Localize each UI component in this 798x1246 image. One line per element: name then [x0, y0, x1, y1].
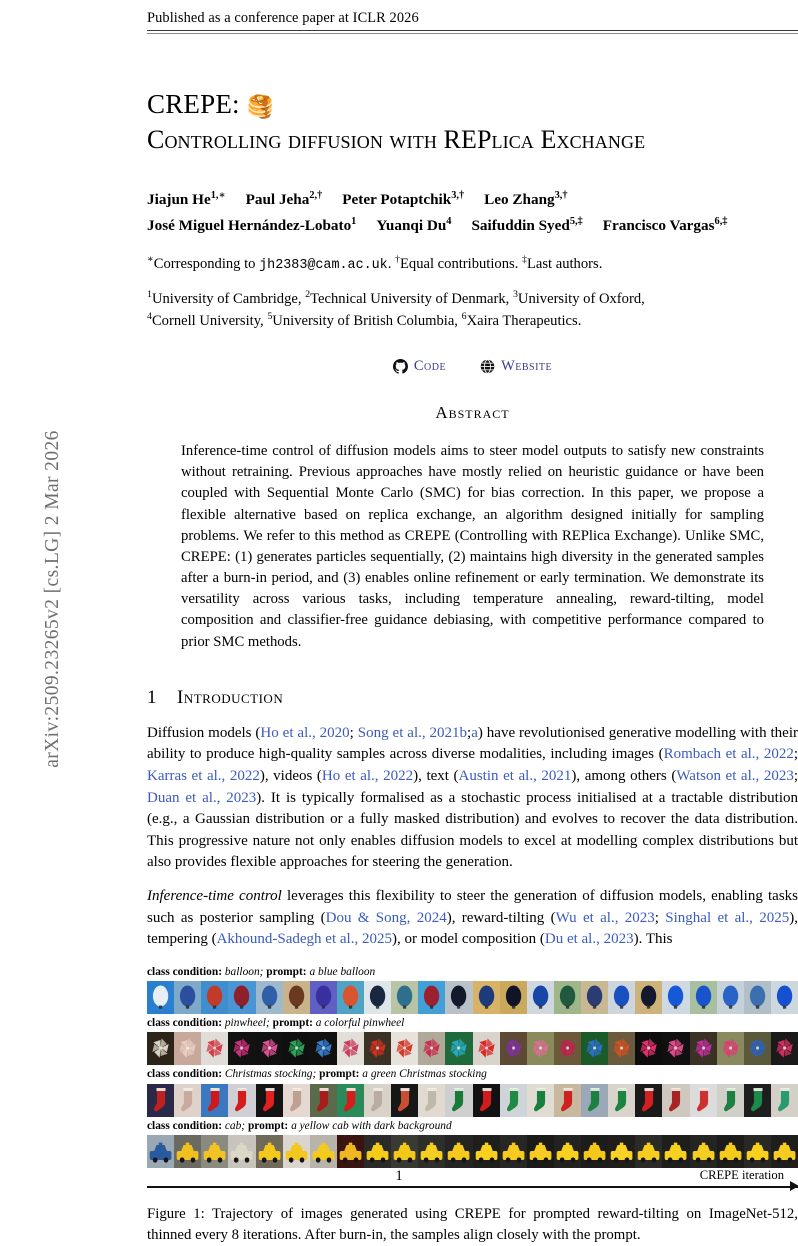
sample-image-tile — [228, 1032, 255, 1065]
sample-image-tile — [283, 1084, 310, 1117]
asterisk-mark: ∗ — [147, 254, 154, 266]
strip-caption: class condition: Christmas stocking; prompt: a green Christmas stocking — [147, 1068, 487, 1081]
sample-image-tile — [662, 1084, 689, 1117]
figure-strip-group — [147, 1016, 798, 1065]
sample-image-tile — [771, 981, 798, 1014]
sample-image-tile — [717, 1135, 744, 1168]
sample-image-tile — [527, 1084, 554, 1117]
sample-image-tile — [445, 1084, 472, 1117]
citation-link[interactable]: Rombach et al., 2022 — [663, 746, 794, 763]
sample-image-tile — [337, 1135, 364, 1168]
sample-image-tile — [554, 981, 581, 1014]
affil-mark: 2 — [305, 289, 311, 301]
sample-image-tile — [662, 1032, 689, 1065]
sample-image-tile — [608, 1084, 635, 1117]
axis-label: CREPE iteration — [699, 1168, 784, 1183]
sample-image-tile — [554, 1032, 581, 1065]
sample-image-tile — [256, 1135, 283, 1168]
sample-image-tile — [527, 981, 554, 1014]
citation-link[interactable]: Singhal et al., 2025 — [665, 909, 790, 926]
sample-image-tile — [174, 1032, 201, 1065]
contact-email[interactable]: jh2383@cam.ac.uk — [259, 257, 388, 273]
sample-image-tile — [744, 1032, 771, 1065]
sample-image-tile — [391, 1135, 418, 1168]
sample-image-tile — [527, 1135, 554, 1168]
sample-image-tile — [771, 1135, 798, 1168]
sample-image-tile — [473, 1032, 500, 1065]
code-link-label: Code — [413, 358, 447, 375]
sample-image-tile — [147, 1135, 174, 1168]
affil-mark: 5 — [267, 311, 273, 323]
figure-strip-group — [147, 965, 798, 1014]
website-link-label: Website — [501, 358, 553, 375]
page-title-line2: Controlling diffusion with REPlica Exchange — [147, 124, 646, 154]
header-rule — [147, 30, 798, 34]
sample-image-tile — [473, 1135, 500, 1168]
sample-image-tile — [310, 1135, 337, 1168]
affiliation-line-1: $^1$University of Cambridge, $^2$Technical University of Denmark, $^3$University of Oxford, — [147, 289, 645, 307]
author-affil-mark: 1 — [351, 216, 357, 228]
sample-image-tile — [581, 1032, 608, 1065]
sample-image-tile — [364, 1135, 391, 1168]
sample-image-tile — [391, 981, 418, 1014]
sample-image-tile — [201, 1032, 228, 1065]
affil-mark: 3 — [512, 289, 518, 301]
correspondence-note: ∗Corresponding to jh2383@cam.ac.uk. †Equal contributions. ‡Last authors. — [147, 254, 603, 273]
sample-image-tile — [662, 1135, 689, 1168]
sample-image-tile — [174, 1084, 201, 1117]
sample-image-tile — [337, 981, 364, 1014]
sample-image-tile — [337, 1084, 364, 1117]
resource-links — [147, 358, 798, 375]
author: Peter Potaptchik$^{3,\dagger}$ — [342, 189, 465, 208]
author-affil-mark: 3,† — [554, 189, 568, 201]
sample-image-tile — [744, 1135, 771, 1168]
paragraph-2: Inference-time control leverages this flexibility to steer the generation of diffusion models, enabling tasks such as posterior sampling (Dou & Song, 2024), reward-tilting (Wu et al., 2023; Singhal et al., 2025), tempering (Akhound-Sadegh et al., 2025), or model composition (Du et al., 2023). This — [147, 887, 798, 948]
sample-image-tile — [445, 1032, 472, 1065]
sample-image-tile — [554, 1084, 581, 1117]
author: Leo Zhang$^{3,\dagger}$ — [484, 189, 568, 208]
sample-image-tile — [364, 1084, 391, 1117]
affiliation-line-2: $^4$Cornell University, $^5$University of British Columbia, $^6$Xaira Therapeutics. — [147, 311, 582, 329]
pancakes-icon: 🥞 — [246, 93, 275, 119]
figure-strip-group — [147, 1067, 798, 1116]
citation-link[interactable]: Ho et al., 2020 — [260, 724, 350, 741]
section-title: Introduction — [177, 686, 284, 708]
sample-image-tile — [744, 1084, 771, 1117]
figure-caption: Figure 1: Trajectory of images generated using CREPE for prompted reward-tilting on ImageNet-512, thinned every 8 iterations. After burn-in, the samples align closely with the prompt. — [147, 1206, 798, 1244]
sample-image-tile — [228, 1135, 255, 1168]
sample-image-tile — [201, 981, 228, 1014]
author-affil-mark: 3,† — [451, 189, 465, 201]
sample-image-tile — [256, 1084, 283, 1117]
author: Francisco Vargas$^{6,\ddagger}$ — [602, 216, 728, 235]
sample-image-tile — [635, 1084, 662, 1117]
sample-image-tile — [418, 981, 445, 1014]
author-affil-mark: 2,† — [309, 189, 323, 201]
sample-image-tile — [608, 1032, 635, 1065]
title-acronym: CREPE: — [147, 88, 240, 119]
github-icon — [393, 359, 408, 374]
sample-image-tile — [310, 981, 337, 1014]
corresponding-label: Corresponding to — [153, 255, 260, 272]
author-row-1 — [147, 187, 798, 214]
sample-image-tile — [147, 1032, 174, 1065]
citation-link[interactable]: a — [471, 724, 478, 741]
globe-icon — [480, 359, 495, 374]
sample-image-tile — [147, 981, 174, 1014]
sample-image-tile — [473, 1084, 500, 1117]
citation-link[interactable]: Duan et al., 2023 — [147, 789, 257, 806]
image-strip — [147, 1032, 798, 1065]
figure-strips — [147, 965, 798, 1169]
author: Paul Jeha$^{2,\dagger}$ — [245, 189, 323, 208]
author-affil-mark: 4 — [446, 216, 452, 228]
sample-image-tile — [418, 1135, 445, 1168]
sample-image-tile — [364, 981, 391, 1014]
sample-image-tile — [391, 1084, 418, 1117]
sample-image-tile — [201, 1084, 228, 1117]
author: Jiajun $He^{1,∗}$ — [147, 189, 226, 208]
author-row-2 — [147, 213, 798, 240]
sample-image-tile — [473, 981, 500, 1014]
sample-image-tile — [717, 1084, 744, 1117]
affil-mark: 6 — [461, 311, 467, 323]
sample-image-tile — [771, 1032, 798, 1065]
sample-image-tile — [310, 1032, 337, 1065]
image-strip — [147, 1135, 798, 1168]
sample-image-tile — [581, 981, 608, 1014]
sample-image-tile — [581, 1084, 608, 1117]
sample-image-tile — [418, 1084, 445, 1117]
sample-image-tile — [337, 1032, 364, 1065]
sample-image-tile — [635, 1135, 662, 1168]
sample-image-tile — [418, 1032, 445, 1065]
page-column — [147, 0, 798, 1246]
image-strip — [147, 981, 798, 1014]
sample-image-tile — [445, 1135, 472, 1168]
affil-mark: 1 — [147, 289, 152, 301]
sample-image-tile — [364, 1032, 391, 1065]
dagger-mark: † — [395, 254, 400, 266]
sample-image-tile — [174, 1135, 201, 1168]
sample-image-tile — [445, 981, 472, 1014]
sample-image-tile — [690, 981, 717, 1014]
sample-image-tile — [283, 1032, 310, 1065]
sample-image-tile — [608, 981, 635, 1014]
author: José Miguel Hernández-Lobato$^1$ — [147, 216, 357, 235]
sample-image-tile — [500, 981, 527, 1014]
sample-image-tile — [500, 1032, 527, 1065]
website-link[interactable] — [480, 358, 552, 375]
running-head: Published as a conference paper at ICLR 2026 — [147, 10, 419, 26]
sample-image-tile — [744, 981, 771, 1014]
ddagger-mark: ‡ — [522, 254, 527, 266]
citation-link[interactable]: Watson et al., 2023 — [676, 767, 794, 784]
sample-image-tile — [527, 1032, 554, 1065]
sample-image-tile — [256, 1032, 283, 1065]
sample-image-tile — [310, 1084, 337, 1117]
paragraph-1: Diffusion models (Ho et al., 2020; Song et al., 2021b;a) have revolutionised generative modelling with their ability to produce high-quality samples across diverse modalities, including images (Rombach et al., 2022; Karras et al., 2022), videos (Ho et al., 2022), text (Austin et al., 2021), among others (Watson et al., 2023; Duan et al., 2023). It is typically formalised as a stochastic process initialised at a tractable distribution (e.g., a Gaussian distribution or a fully masked distribution) and evolves to recover the data distribution. This progressive nature not only enables diffusion models to excel at modelling complex distributions but also provides flexible approaches for steering the generation. — [147, 724, 798, 871]
citation-link[interactable]: Du et al., 2023 — [544, 931, 634, 948]
sample-image-tile — [391, 1032, 418, 1065]
citation-link[interactable]: Ho et al., 2022 — [321, 767, 414, 784]
author-affil-mark: 1,∗ — [210, 189, 226, 201]
citation-link[interactable]: Austin et al., 2021 — [458, 767, 572, 784]
arxiv-stamp: arXiv:2509.23265v2 [cs.LG] 2 Mar 2026 — [42, 430, 63, 768]
author-affil-mark: 6,‡ — [714, 216, 728, 228]
abstract-text: Inference-time control of diffusion models aims to steer model outputs to satisfy new constraints without retraining. Previous approaches have mostly relied on heuristic guidance or have been coupled with Sequential Monte Carlo (SMC) for bias correction. In this paper, we propose a flexible alternative based on replica exchange, an algorithm designed initially for sampling problems. We refer to this method as CREPE (Controlling with REPlica Exchange). Unlike SMC, CREPE: (1) generates particles sequentially, (2) maintains high diversity in the generated samples after a burn-in period, and (3) enables online refinement or early termination. We demonstrate its versatility across various tasks, including temperature annealing, reward-tilting, model composition and classifier-free guidance debiasing, with competitive performance compared to prior SMC methods. — [181, 443, 764, 650]
equal-contrib-note: Equal contributions. — [399, 255, 519, 272]
sample-image-tile — [283, 1135, 310, 1168]
sample-image-tile — [283, 981, 310, 1014]
affiliations — [147, 288, 798, 332]
sample-image-tile — [608, 1135, 635, 1168]
sample-image-tile — [201, 1135, 228, 1168]
sample-image-tile — [174, 981, 201, 1014]
last-authors-note: Last authors. — [526, 255, 603, 272]
sample-image-tile — [256, 981, 283, 1014]
section-number: 1 — [147, 686, 157, 708]
citation-link[interactable]: Song et al., 2021b — [357, 724, 468, 741]
code-link[interactable] — [393, 358, 446, 375]
figure-strip-group — [147, 1119, 798, 1168]
sample-image-tile — [635, 1032, 662, 1065]
affil-mark: 4 — [147, 311, 152, 323]
sample-image-tile — [581, 1135, 608, 1168]
strip-caption: class condition: pinwheel; prompt: a colorful pinwheel — [147, 1017, 405, 1030]
sample-image-tile — [500, 1135, 527, 1168]
sample-image-tile — [228, 1084, 255, 1117]
strip-caption: class condition: cab; prompt: a yellow cab with dark background — [147, 1119, 452, 1132]
citation-link[interactable]: Akhound-Sadegh et al., 2025 — [216, 931, 392, 948]
abstract-heading: Abstract — [435, 403, 510, 423]
sample-image-tile — [228, 981, 255, 1014]
sample-image-tile — [554, 1135, 581, 1168]
axis-line — [147, 1186, 798, 1187]
image-strip — [147, 1084, 798, 1117]
sample-image-tile — [147, 1084, 174, 1117]
strip-caption: class condition: balloon; prompt: a blue balloon — [147, 965, 376, 978]
author: Saifuddin Syed$^{5,\ddagger}$ — [471, 216, 583, 235]
page-title-line1 — [147, 89, 798, 120]
sample-image-tile — [662, 981, 689, 1014]
citation-link[interactable]: Wu et al., 2023 — [555, 909, 655, 926]
page-number: 1 — [395, 1168, 403, 1184]
author: Yuanqi Du$^4$ — [376, 216, 452, 235]
sample-image-tile — [717, 1032, 744, 1065]
citation-link[interactable]: Dou & Song, 2024 — [325, 909, 447, 926]
sample-image-tile — [771, 1084, 798, 1117]
sample-image-tile — [690, 1084, 717, 1117]
figure-1 — [147, 965, 798, 1246]
title-block — [147, 89, 798, 155]
sample-image-tile — [635, 981, 662, 1014]
section-heading-introduction — [147, 687, 798, 709]
citation-link[interactable]: Karras et al., 2022 — [147, 767, 260, 784]
sample-image-tile — [500, 1084, 527, 1117]
sample-image-tile — [690, 1032, 717, 1065]
sample-image-tile — [717, 981, 744, 1014]
sample-image-tile — [690, 1135, 717, 1168]
author-list — [147, 187, 798, 240]
author-affil-mark: 5,‡ — [569, 216, 583, 228]
